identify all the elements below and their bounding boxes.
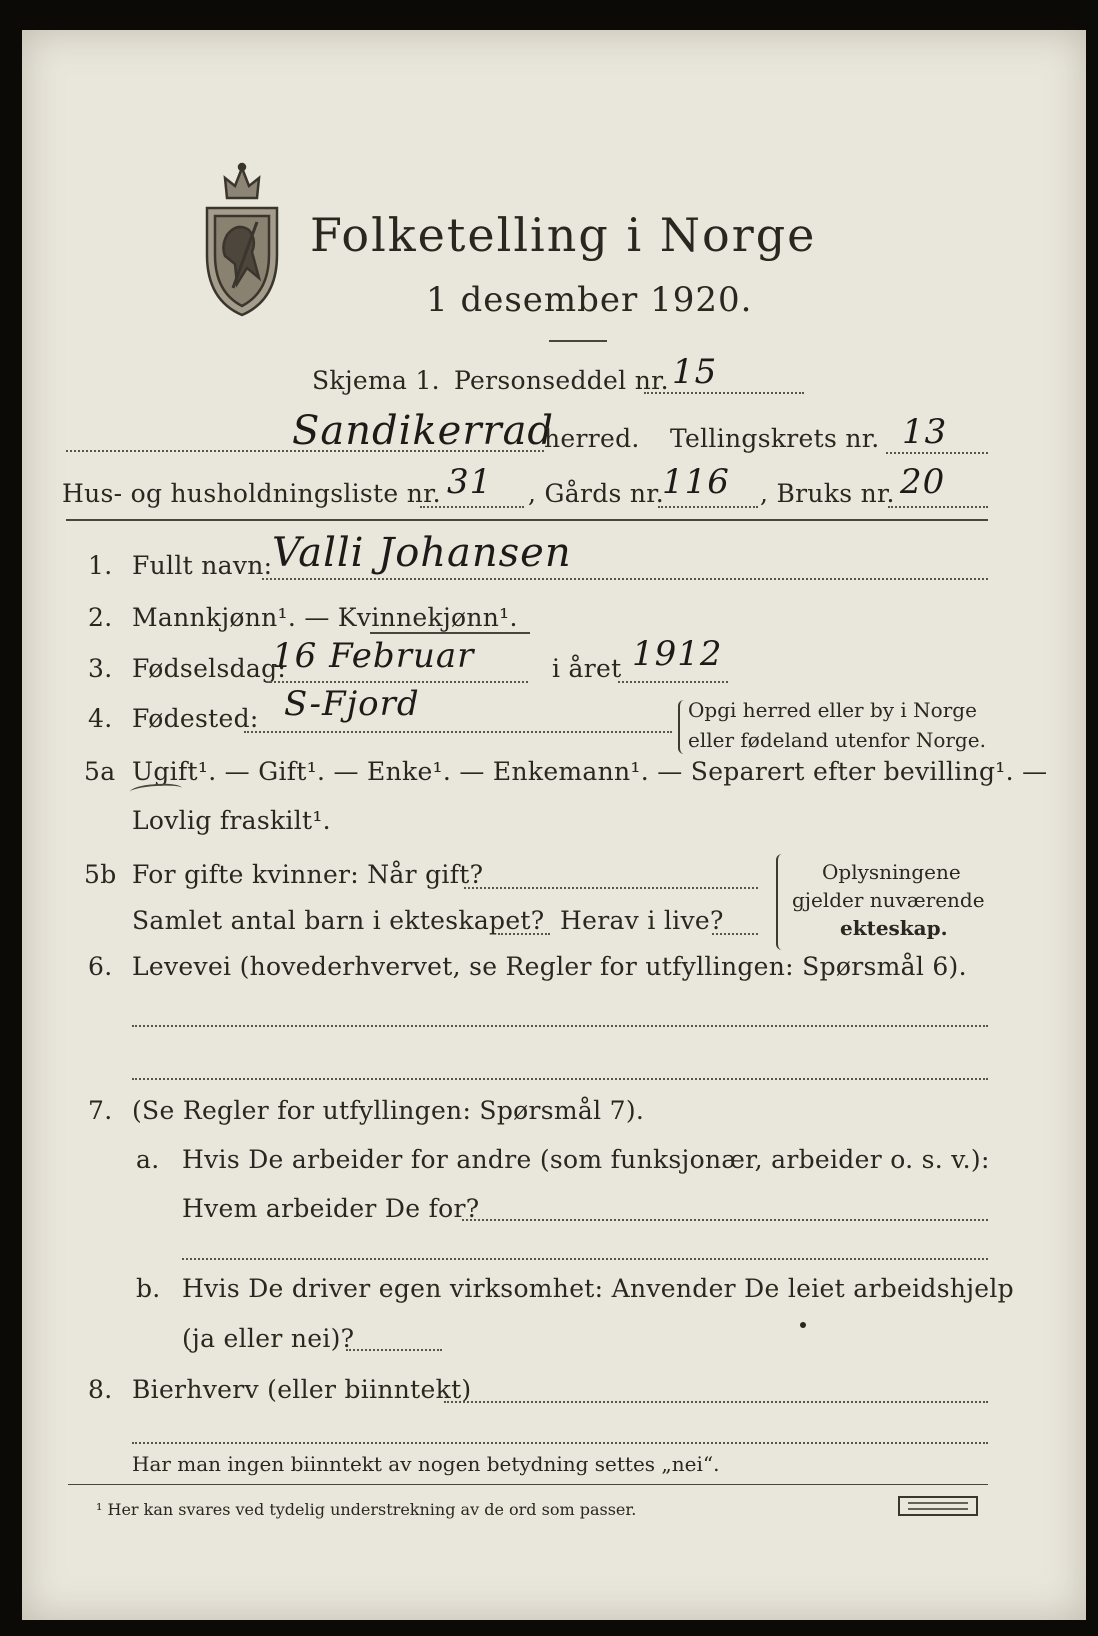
gards-label: , Gårds nr. (528, 479, 665, 508)
q7a-letter: a. (136, 1145, 160, 1174)
personseddel-line (644, 392, 804, 394)
q4-note-2: eller fødeland utenfor Norge. (688, 728, 986, 752)
q7b-line2: (ja eller nei)? (182, 1324, 355, 1353)
q5b-brace (776, 854, 786, 950)
q5b-alive-line (712, 933, 758, 935)
birthplace-value[interactable]: S-Fjord (284, 684, 420, 724)
q4-line (244, 731, 672, 733)
census-date: 1 desember 1920. (426, 280, 753, 320)
q3-line (266, 681, 528, 683)
gards-value[interactable]: 116 (662, 462, 730, 502)
skjema-label: Skjema 1. (312, 366, 440, 395)
gender-options[interactable]: Mannkjønn¹. — Kvinnekjønn¹. (132, 603, 518, 632)
q7-label: (Se Regler for utfyllingen: Spørsmål 7). (132, 1096, 645, 1125)
q7a-employer-line-2[interactable] (182, 1258, 988, 1260)
norwegian-coat-of-arms-icon (197, 160, 287, 320)
footer-note: Har man ingen biinntekt av nogen betydning settes „nei“. (132, 1452, 720, 1476)
q5b-children-line (498, 933, 550, 935)
birthday-value[interactable]: 16 Februar (272, 636, 475, 676)
q4-label: Fødested: (132, 704, 259, 733)
q6-line-1[interactable] (132, 1025, 988, 1027)
gards-line (658, 506, 758, 508)
q7b-letter: b. (136, 1274, 161, 1303)
q6-line-2[interactable] (132, 1078, 988, 1080)
gender-underline (370, 632, 530, 634)
q5b-children-label: Samlet antal barn i ekteskapet? (132, 906, 545, 935)
census-form (22, 30, 1086, 1620)
printer-stamp-icon (898, 1496, 978, 1516)
tellingskrets-value[interactable]: 13 (902, 412, 948, 452)
personseddel-value[interactable]: 15 (672, 352, 718, 392)
q4-note-1: Opgi herred eller by i Norge (688, 698, 977, 722)
q5b-married-label: For gifte kvinner: Når gift? (132, 860, 484, 889)
form-title: Folketelling i Norge (310, 208, 817, 262)
q6-number: 6. (88, 952, 113, 981)
q3-label: Fødselsdag: (132, 654, 287, 683)
hus-label: Hus- og husholdningsliste nr. (62, 479, 441, 508)
q7b-line1: Hvis De driver egen virksomhet: Anvender De leiet arbeidshjelp (182, 1274, 1014, 1303)
full-name-value[interactable]: Valli Johansen (272, 530, 572, 576)
q1-number: 1. (88, 551, 113, 580)
hus-line (420, 506, 524, 508)
footnote: ¹ Her kan svares ved tydelig understrekning av de ord som passer. (96, 1500, 637, 1519)
marital-status-options[interactable]: Ugift¹. — Gift¹. — Enke¹. — Enkemann¹. — Separert efter bevilling¹. — (132, 757, 1048, 786)
q5b-note-3: ekteskap. (840, 916, 948, 940)
footer-rule (68, 1484, 988, 1485)
personseddel-label: Personseddel nr. (454, 366, 669, 395)
q4-number: 4. (88, 704, 113, 733)
q8-line-2[interactable] (132, 1442, 988, 1444)
q5b-note-2: gjelder nuværende (792, 888, 985, 912)
birth-year-value[interactable]: 1912 (632, 634, 723, 674)
q7-number: 7. (88, 1096, 113, 1125)
q8-number: 8. (88, 1375, 113, 1404)
q5b-married-line (464, 887, 758, 889)
hus-value[interactable]: 31 (447, 462, 493, 502)
ink-dot (800, 1322, 806, 1328)
marital-status-options-2[interactable]: Lovlig fraskilt¹. (132, 806, 331, 835)
q7a-line1: Hvis De arbeider for andre (som funksjonær, arbeider o. s. v.): (182, 1145, 990, 1174)
year-label: i året (552, 654, 622, 683)
q5b-alive-label: Herav i live? (560, 906, 724, 935)
q2-number: 2. (88, 603, 113, 632)
q4-brace (678, 700, 686, 754)
year-line (618, 681, 728, 683)
tellingskrets-label: Tellingskrets nr. (670, 424, 880, 453)
q6-label: Levevei (hovederhvervet, se Regler for utfyllingen: Spørsmål 6). (132, 952, 967, 981)
q7a-employer-line[interactable] (462, 1219, 988, 1221)
q1-label: Fullt navn: (132, 551, 273, 580)
herred-label: herred. (544, 424, 640, 453)
q5b-note-1: Oplysningene (822, 860, 961, 884)
q8-label: Bierhverv (eller biinntekt) (132, 1375, 472, 1404)
header-rule (66, 519, 988, 521)
q7a-line2: Hvem arbeider De for? (182, 1194, 480, 1223)
tellingskrets-line (886, 452, 988, 454)
bruks-line (888, 506, 988, 508)
q5b-number: 5b (84, 860, 117, 889)
q3-number: 3. (88, 654, 113, 683)
bruks-label: , Bruks nr. (760, 479, 895, 508)
herred-value[interactable]: Sandikerrad (292, 408, 555, 454)
q5a-number: 5a (84, 757, 116, 786)
title-divider (549, 340, 607, 342)
q8-line[interactable] (444, 1401, 988, 1403)
bruks-value[interactable]: 20 (900, 462, 946, 502)
q1-line (262, 578, 988, 580)
q7b-answer-line[interactable] (346, 1349, 442, 1351)
